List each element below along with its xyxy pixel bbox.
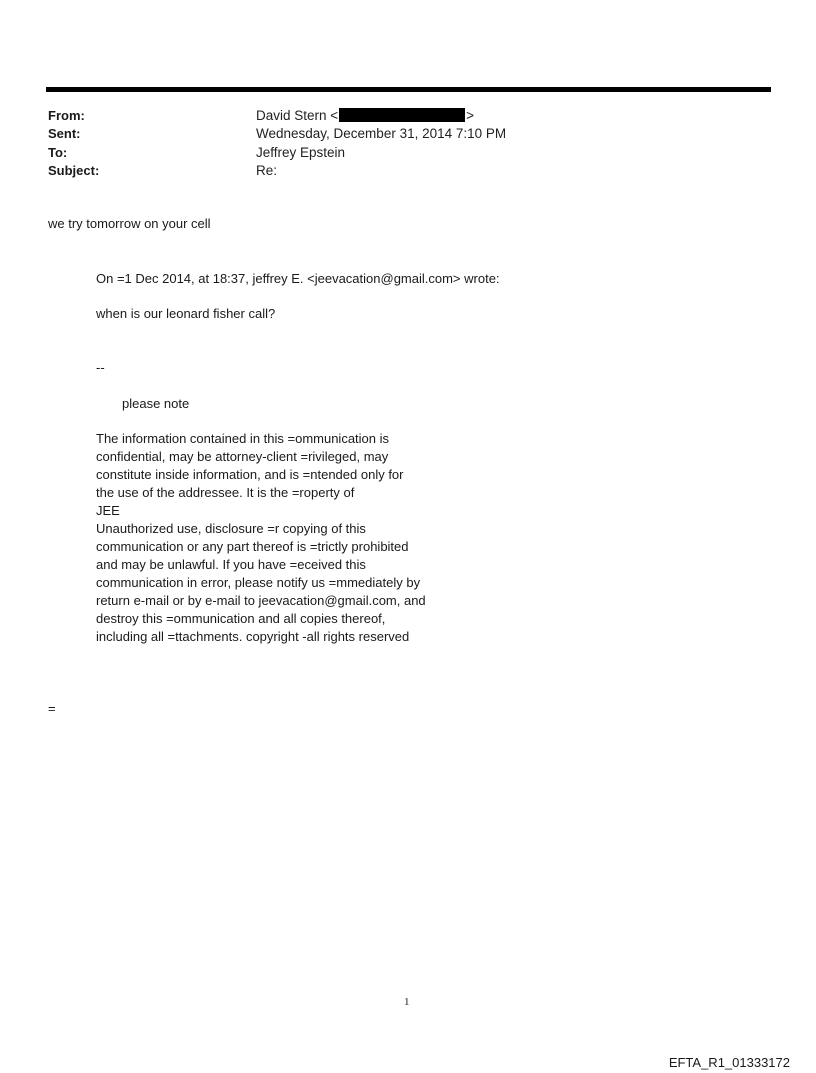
quoted-message: when is our leonard fisher call? — [96, 306, 276, 321]
disclaimer-line: The information contained in this =ommunication is — [96, 431, 390, 446]
disclaimer-line: JEE — [96, 503, 120, 518]
from-close-bracket: > — [466, 108, 475, 123]
document-id: EFTA_R1_01333172 — [668, 1055, 790, 1070]
please-note: please note — [122, 396, 190, 411]
disclaimer-line: and may be unlawful. If you have =eceived this — [96, 557, 366, 572]
disclaimer-line: communication or any part thereof is =trictly prohibited — [96, 539, 409, 554]
sender-name: David Stern < — [256, 108, 339, 123]
page-number: 1 — [404, 996, 410, 1008]
disclaimer-line: return e-mail or by e-mail to jeevacation@gmail.com, and — [96, 593, 426, 608]
disclaimer-line: constitute inside information, and is =ntended only for — [96, 467, 404, 482]
disclaimer-line: confidential, may be attorney-client =rivileged, may — [96, 449, 389, 464]
quote-intro: On =1 Dec 2014, at 18:37, jeffrey E. <jeevacation@gmail.com> wrote: — [96, 271, 500, 286]
signature-separator: -- — [96, 360, 105, 375]
reply-text: we try tomorrow on your cell — [48, 216, 211, 231]
redaction-box — [339, 108, 465, 122]
to-value: Jeffrey Epstein — [256, 145, 346, 160]
disclaimer-line: the use of the addressee. It is the =roperty of — [96, 485, 355, 500]
trailing-char: = — [48, 701, 56, 716]
disclaimer-line: communication in error, please notify us =mmediately by — [96, 575, 421, 590]
header-rule — [46, 87, 771, 92]
disclaimer-line: Unauthorized use, disclosure =r copying of this — [96, 521, 366, 536]
disclaimer-line: destroy this =ommunication and all copies thereof, — [96, 611, 386, 626]
from-label: From: — [48, 108, 85, 123]
to-label: To: — [48, 145, 68, 160]
from-value — [256, 108, 474, 123]
subject-label: Subject: — [48, 163, 100, 178]
sent-label: Sent: — [48, 126, 81, 141]
sent-value: Wednesday, December 31, 2014 7:10 PM — [256, 126, 507, 141]
disclaimer-line: including all =ttachments. copyright -all rights reserved — [96, 629, 410, 644]
disclaimer-block — [96, 430, 426, 646]
subject-value: Re: — [256, 163, 278, 178]
